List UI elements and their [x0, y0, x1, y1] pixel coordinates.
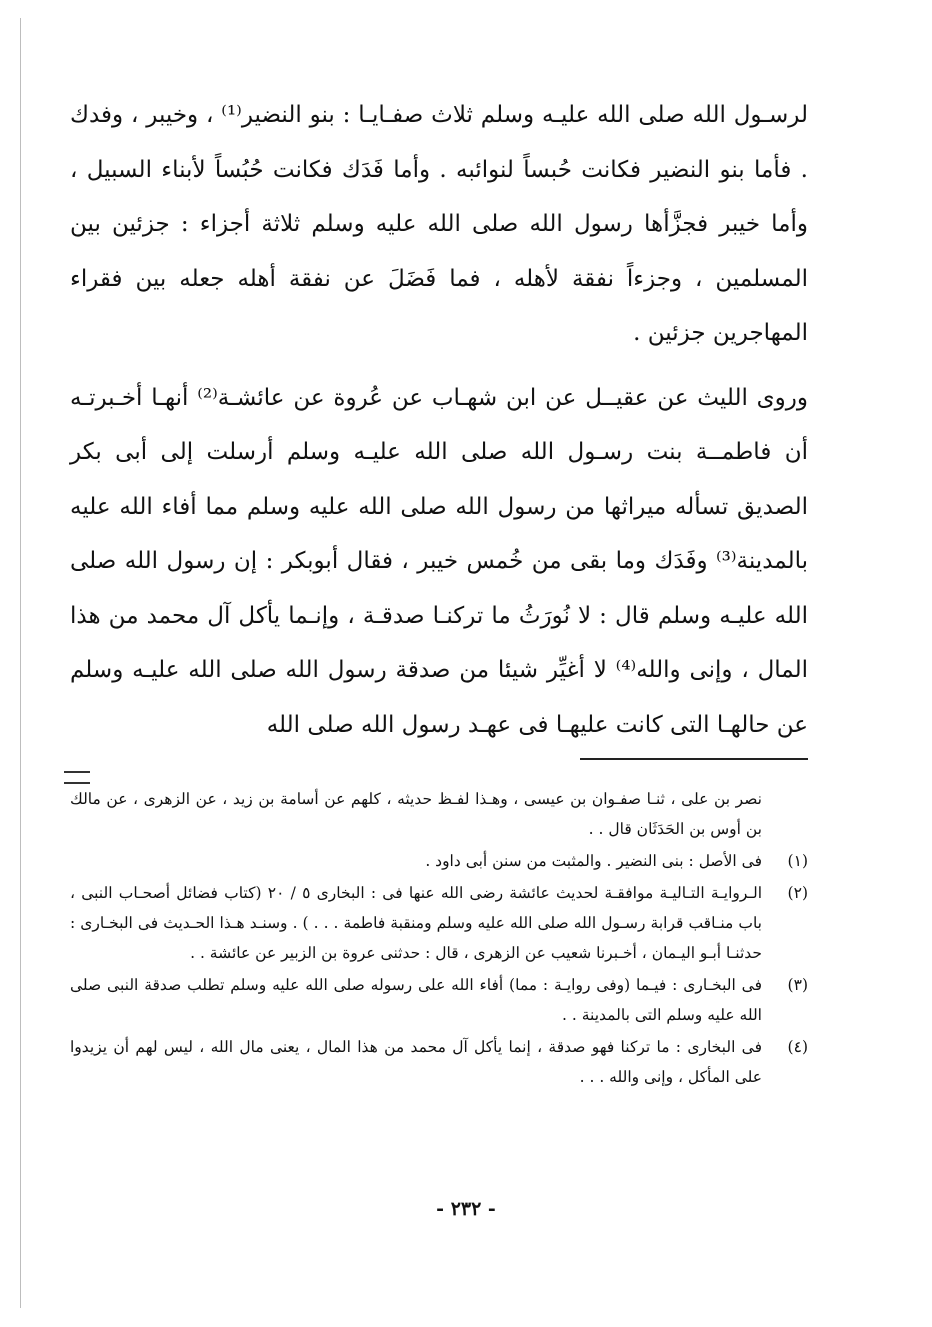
footnote-2 [70, 878, 808, 968]
footnote-number: (٢) [787, 884, 808, 902]
footnote-text: فى البخـارى : فيـما (وفى روايـة : مما) أفاء الله على رسوله صلى الله عليه وسلم تطلب صدقة النبى صلى الله عليه وسلم التى بالمدينة . . [70, 976, 762, 1024]
footnotes [70, 784, 808, 1092]
footnote-4 [70, 1032, 808, 1092]
footnote-rule [580, 758, 808, 760]
footnote-text: نصر بن على ، ثنـا صفـوان بن عيسى ، وهـذا لفـظ حديثه ، كلهم عن أسامة بن زيد ، عن الزهرى ، عن مالك بن أوس بن الحَدَثَان قال . . [70, 790, 762, 838]
page-number: - ٢٣٢ - [436, 1198, 496, 1220]
footnote-number: (٣) [787, 976, 808, 994]
footnote-text: الـروايـة التـاليـة موافقـة لحديث عائشة رضى الله عنها فى : البخارى ٥ / ٢٠ (كتاب فضائل أصحـاب النبى ، باب منـاقب قرابة رسـول الله صلى الله عليه وسلم ومنقبة فاطمة . . . ) . وسنـد هـذا الحـديث فى البخـارى : حدثنـا أبـو اليـمان ، أخـبرنا شعيب عن الزهرى ، قال : حدثنى عروة بن الزبير عن عائشة . . [70, 884, 762, 962]
continuation-mark [64, 771, 90, 784]
footnote-3 [70, 970, 808, 1030]
page-body [70, 88, 808, 1094]
footnote-separator [70, 758, 808, 784]
footnote-text: فى البخارى : ما تركنا فهو صدقة ، إنما يأكل آل محمد من هذا المال ، يعنى مال الله ، ليس لهم أن يزيدوا على المأكل ، وإنى والله . . . [70, 1038, 762, 1086]
footnote-continued [70, 784, 808, 844]
main-paragraph-2: وروى الليث عن عقيــل عن ابن شهـاب عن عُروة عن عائشـة⁽²⁾ أنهـا أخـبرتـه أن فاطمــة بنت رسـول الله صلى الله عليـه وسلم أرسلت إلى أبى بكر الصديق تسأله ميراثها من رسول الله صلى الله عليه وسلم مما أفاء الله عليه بالمدينة⁽³⁾ وفَدَك وما بقى من خُمس خيبر ، فقال أبوبكر : إن رسول الله صلى الله عليـه وسلم قال : لا نُورَثُ ما تركنـا صدقـة ، وإنـما يأكل آل محمد من هذا المال ، وإنى والله⁽⁴⁾ لا أغيِّر شيئا من صدقة رسول الله صلى الله عليـه وسلم عن حالهـا التى كانت عليهـا فى عهـد رسول الله صلى الله [70, 384, 809, 738]
footnote-number: (١) [787, 852, 808, 870]
margin-rule [20, 18, 21, 1308]
footnote-text: فى الأصل : بنى النضير . والمثبت من سنن أبى داود . [425, 852, 762, 870]
main-paragraph-1: لرسـول الله صلى الله عليـه وسلم ثلاث صفـايـا : بنو النضير⁽¹⁾ ، وخيبر ، وفدك . فأما بنو النضير فكانت حُبساً لنوائبه . وأما فَدَك فكانت حُبُساً لأبناء السبيل ، وأما خيبر فجزَّأها رسول الله صلى الله عليه وسلم ثلاثة أجزاء : جزئين بين المسلمين ، وجزءاً نفقة لأهله ، فما فَضَلَ عن نفقة أهله جعله بين فقراء المهاجرين جزئين . [70, 102, 808, 346]
footnote-number [762, 784, 808, 844]
footnote-number: (٤) [787, 1038, 808, 1056]
footnote-1 [70, 846, 808, 876]
